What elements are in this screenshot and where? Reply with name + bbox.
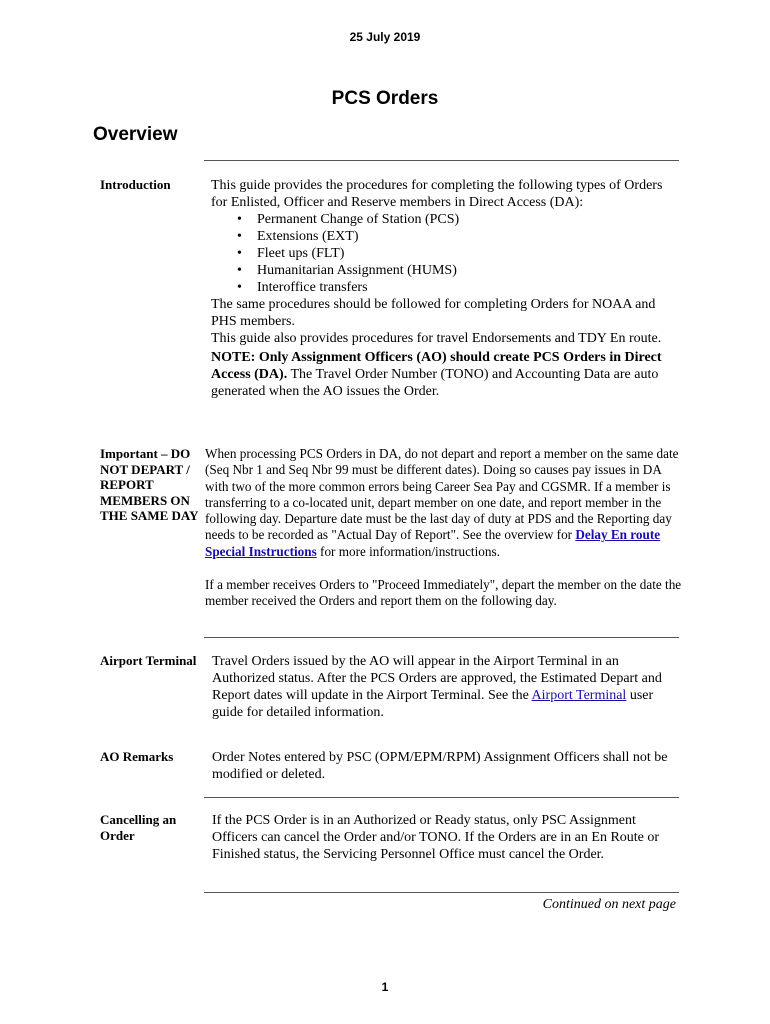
ao-remarks-label: AO Remarks bbox=[100, 749, 174, 764]
ao-remarks-body: Order Notes entered by PSC (OPM/EPM/RPM) Assignment Officers shall not be modified or deleted. bbox=[212, 750, 668, 782]
important-paragraph bbox=[205, 446, 685, 560]
list-item: • Humanitarian Assignment (HUMS) bbox=[257, 262, 681, 279]
airport-terminal-paragraph bbox=[212, 653, 680, 721]
list-item: • Extensions (EXT) bbox=[257, 228, 681, 245]
noaa-phs-paragraph: The same procedures should be followed for completing Orders for NOAA and PHS members. bbox=[211, 297, 656, 329]
document-title: PCS Orders bbox=[331, 88, 439, 109]
divider bbox=[204, 797, 679, 798]
important-text-after: for more information/instructions. bbox=[316, 543, 500, 559]
introduction-label: Introduction bbox=[100, 177, 171, 192]
note-bold-text: NOTE: Only Assignment Officers (AO) should create PCS Orders in Direct Access (DA). bbox=[211, 350, 662, 382]
important-body bbox=[205, 446, 685, 610]
list-item: • Permanent Change of Station (PCS) bbox=[257, 211, 681, 228]
continued-note: Continued on next page bbox=[542, 897, 676, 912]
divider bbox=[204, 637, 679, 638]
delay-en-route-link[interactable]: Delay En route Special Instructions bbox=[205, 527, 661, 559]
airport-text-after: user guide for detailed information. bbox=[212, 688, 654, 720]
divider bbox=[204, 892, 679, 893]
important-label: Important – DO NOT DEPART / REPORT MEMBERS ON THE SAME DAY bbox=[100, 446, 199, 523]
page-number: 1 bbox=[381, 980, 389, 994]
introduction-paragraph: This guide provides the procedures for completing the following types of Orders for Enlisted, Officer and Reserve members in Direct Access (DA): bbox=[211, 178, 663, 210]
airport-text: Travel Orders issued by the AO will appear in the Airport Terminal in an Authorized status. After the PCS Orders are approved, the Estimated Depart and Report dates will update in the Airport Terminal. See the bbox=[212, 654, 662, 703]
cancelling-order-body: If the PCS Order is in an Authorized or Ready status, only PSC Assignment Officers can cancel the Order and/or TONO. If the Orders are in an En Route or Finished status, the Servicing Personnel Office must cancel the Order. bbox=[212, 813, 660, 862]
proceed-immediately-paragraph: If a member receives Orders to "Proceed Immediately", depart the member on the date the member received the Orders and report them on the following day. bbox=[205, 577, 682, 609]
endorsements-paragraph: This guide also provides procedures for travel Endorsements and TDY En route. bbox=[211, 331, 662, 346]
airport-terminal-body bbox=[212, 653, 680, 721]
important-text: When processing PCS Orders in DA, do not depart and report a member on the same date (Seq Nbr 1 and Seq Nbr 99 must be different dates). Doing so causes pay issues in DA with two of the more common errors being Career Sea Pay and CGSMR. If a member is transferring to a co-located unit, depart member on one date, and report member in the following day. Departure date must be the last day of duty at PDS and the Reporting day needs to be recorded as "Actual Day of Report". See the overview for bbox=[205, 446, 679, 543]
airport-terminal-link[interactable]: Airport Terminal bbox=[531, 688, 627, 703]
note-paragraph bbox=[211, 349, 681, 400]
section-title: Overview bbox=[93, 124, 178, 145]
note-text: The Travel Order Number (TONO) and Accounting Data are auto generated when the AO issues the Order. bbox=[211, 367, 659, 399]
introduction-body bbox=[211, 177, 681, 400]
list-item: • Fleet ups (FLT) bbox=[257, 245, 681, 262]
list-item: • Interoffice transfers bbox=[257, 279, 681, 296]
airport-terminal-label: Airport Terminal bbox=[100, 653, 197, 668]
document-date: 25 July 2019 bbox=[349, 30, 421, 44]
cancelling-order-label: Cancelling an Order bbox=[100, 812, 177, 843]
divider bbox=[204, 160, 679, 161]
order-types-list bbox=[211, 211, 681, 296]
